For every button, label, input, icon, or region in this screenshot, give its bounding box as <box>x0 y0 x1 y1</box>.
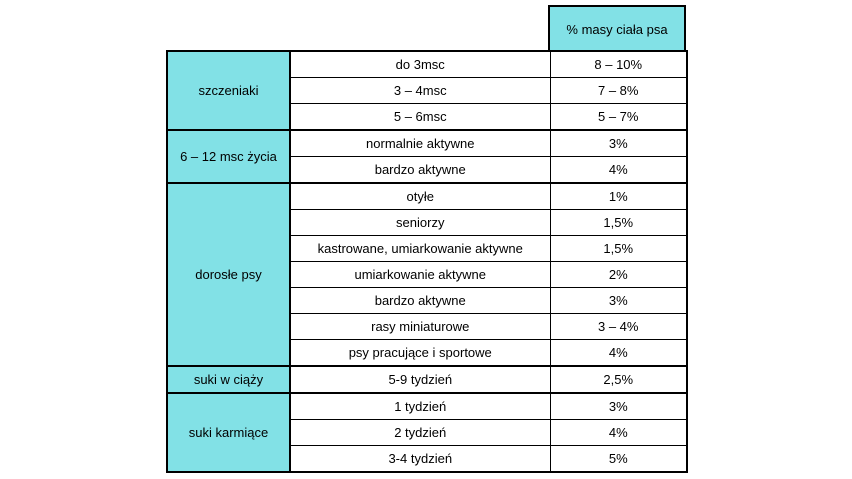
table-row <box>167 393 687 420</box>
value-column-header <box>548 5 686 52</box>
value-cell: 5% <box>550 446 687 473</box>
group-cell-szczeniaki: szczeniaki <box>167 51 290 130</box>
table-row <box>167 130 687 157</box>
desc-cell: psy pracujące i sportowe <box>290 340 550 367</box>
group-cell-suki-karmiace: suki karmiące <box>167 393 290 472</box>
value-cell: 5 – 7% <box>550 104 687 131</box>
desc-cell: bardzo aktywne <box>290 288 550 314</box>
group-cell-6-12-msc-zycia: 6 – 12 msc życia <box>167 130 290 183</box>
desc-cell: do 3msc <box>290 51 550 78</box>
desc-cell: seniorzy <box>290 210 550 236</box>
value-cell: 2% <box>550 262 687 288</box>
table-row <box>167 51 687 78</box>
value-cell: 3% <box>550 393 687 420</box>
group-cell-suki-w-ciazy: suki w ciąży <box>167 366 290 393</box>
table-row <box>167 366 687 393</box>
value-cell: 4% <box>550 340 687 367</box>
value-cell: 3% <box>550 288 687 314</box>
value-cell: 1% <box>550 183 687 210</box>
desc-cell: umiarkowanie aktywne <box>290 262 550 288</box>
desc-cell: kastrowane, umiarkowanie aktywne <box>290 236 550 262</box>
value-cell: 7 – 8% <box>550 78 687 104</box>
desc-cell: 1 tydzień <box>290 393 550 420</box>
feeding-table <box>166 50 688 473</box>
desc-cell: normalnie aktywne <box>290 130 550 157</box>
group-cell-dorosle-psy: dorosłe psy <box>167 183 290 366</box>
desc-cell: otyłe <box>290 183 550 210</box>
desc-cell: 5-9 tydzień <box>290 366 550 393</box>
value-cell: 4% <box>550 420 687 446</box>
desc-cell: 5 – 6msc <box>290 104 550 131</box>
desc-cell: bardzo aktywne <box>290 157 550 184</box>
desc-cell: 3-4 tydzień <box>290 446 550 473</box>
table-row <box>167 183 687 210</box>
value-cell: 3 – 4% <box>550 314 687 340</box>
value-column-header-label: % masy ciała psa <box>566 22 668 37</box>
desc-cell: 2 tydzień <box>290 420 550 446</box>
value-cell: 2,5% <box>550 366 687 393</box>
desc-cell: rasy miniaturowe <box>290 314 550 340</box>
value-cell: 1,5% <box>550 236 687 262</box>
value-cell: 8 – 10% <box>550 51 687 78</box>
value-cell: 1,5% <box>550 210 687 236</box>
desc-cell: 3 – 4msc <box>290 78 550 104</box>
value-cell: 3% <box>550 130 687 157</box>
value-cell: 4% <box>550 157 687 184</box>
